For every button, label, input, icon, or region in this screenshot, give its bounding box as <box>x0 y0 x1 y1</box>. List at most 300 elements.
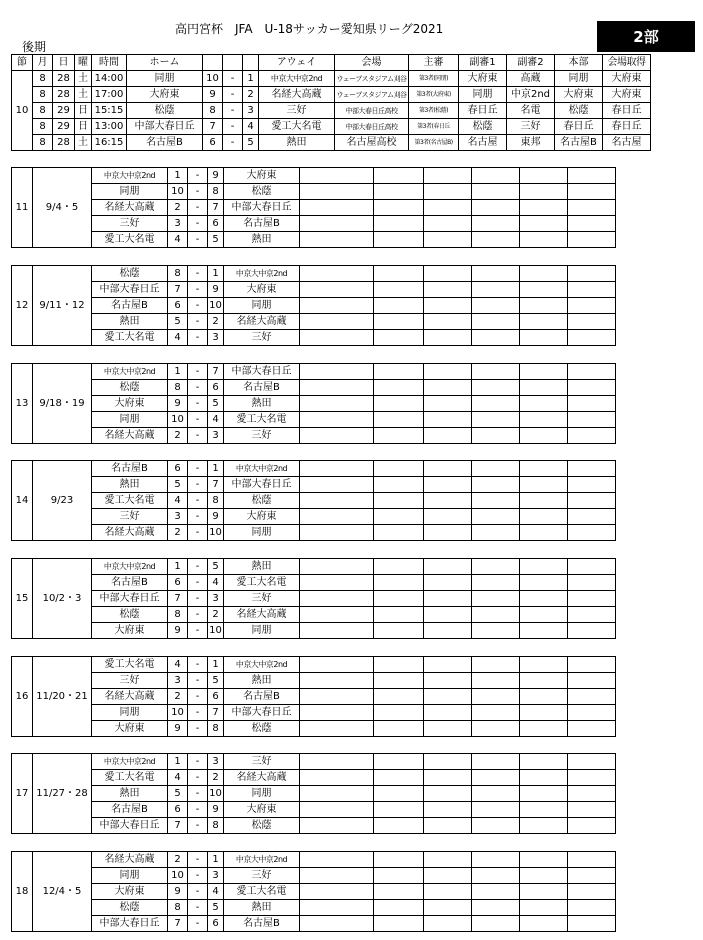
round-number: 10 <box>12 71 33 151</box>
column-header-round: 節 <box>12 55 33 71</box>
home-team-cell: 愛工大名電 <box>92 770 168 786</box>
home-number-cell: 2 <box>168 689 188 705</box>
venue-host-cell <box>568 200 616 216</box>
dash-cell: - <box>188 509 208 525</box>
away-number-cell: 6 <box>208 689 224 705</box>
assistant-1-cell <box>424 380 472 396</box>
referee-cell <box>374 607 424 623</box>
away-number-cell: 5 <box>208 559 224 575</box>
assistant-1-cell: 同朋 <box>459 87 507 103</box>
venue-host-cell <box>568 575 616 591</box>
assistant-1-cell <box>424 754 472 770</box>
assistant-1-cell <box>424 607 472 623</box>
away-number-cell: 5 <box>243 135 259 151</box>
venue-host-cell <box>568 461 616 477</box>
venue-cell <box>300 657 374 673</box>
table-row <box>12 168 616 184</box>
dash-cell: - <box>188 900 208 916</box>
dash-cell: - <box>188 689 208 705</box>
table-row <box>12 509 616 525</box>
round-number: 18 <box>12 852 33 932</box>
assistant-2-cell <box>472 673 520 689</box>
table-row <box>12 119 651 135</box>
venue-cell <box>300 884 374 900</box>
column-header-dash <box>223 55 243 71</box>
referee-cell <box>374 754 424 770</box>
venue-cell: ウェーブスタジアム刈谷 <box>335 71 409 87</box>
table-row <box>12 786 616 802</box>
table-row <box>12 868 616 884</box>
hq-cell <box>520 412 568 428</box>
home-team-cell: 大府東 <box>92 396 168 412</box>
referee-cell <box>374 884 424 900</box>
match-date: 12/4・5 <box>33 852 92 932</box>
away-team-cell: 中部大春日丘 <box>224 364 300 380</box>
assistant-2-cell: 高蔵 <box>507 71 555 87</box>
away-team-cell: 同朋 <box>224 786 300 802</box>
venue-cell <box>300 477 374 493</box>
table-row <box>12 689 616 705</box>
dash-cell: - <box>188 868 208 884</box>
assistant-1-cell <box>424 509 472 525</box>
venue-host-cell <box>568 282 616 298</box>
away-number-cell: 10 <box>208 525 224 541</box>
assistant-1-cell <box>424 591 472 607</box>
month-cell: 8 <box>33 87 53 103</box>
home-number-cell: 5 <box>168 477 188 493</box>
weekday-cell: 土 <box>75 71 92 87</box>
venue-cell <box>300 216 374 232</box>
away-number-cell: 9 <box>208 509 224 525</box>
home-team-cell: 大府東 <box>92 623 168 639</box>
dash-cell: - <box>188 705 208 721</box>
venue-cell <box>300 721 374 737</box>
venue-host-cell <box>568 770 616 786</box>
home-number-cell: 9 <box>168 884 188 900</box>
table-row <box>12 673 616 689</box>
away-team-cell: 中部大春日丘 <box>224 705 300 721</box>
venue-host-cell <box>568 657 616 673</box>
venue-cell <box>300 493 374 509</box>
table-row <box>12 200 616 216</box>
referee-cell: 第3者(名古屋B) <box>409 135 459 151</box>
round-number: 13 <box>12 364 33 444</box>
dash-cell: - <box>188 852 208 868</box>
assistant-2-cell: 東邦 <box>507 135 555 151</box>
assistant-1-cell <box>424 412 472 428</box>
assistant-2-cell <box>472 509 520 525</box>
round-16-table <box>11 656 616 737</box>
page-title: 高円宮杯 JFA U-18サッカー愛知県リーグ2021 <box>175 22 444 36</box>
away-team-cell: 中部大春日丘 <box>224 477 300 493</box>
away-team-cell: 名古屋B <box>224 380 300 396</box>
assistant-2-cell <box>472 591 520 607</box>
away-team-cell: 三好 <box>224 591 300 607</box>
column-header-referee: 主審 <box>409 55 459 71</box>
home-number-cell: 9 <box>168 721 188 737</box>
assistant-1-cell <box>424 705 472 721</box>
home-number-cell: 8 <box>203 103 223 119</box>
assistant-2-cell <box>472 380 520 396</box>
away-team-cell: 松蔭 <box>224 184 300 200</box>
dash-cell: - <box>188 721 208 737</box>
hq-cell <box>520 493 568 509</box>
home-number-cell: 4 <box>168 493 188 509</box>
assistant-2-cell <box>472 314 520 330</box>
dash-cell: - <box>223 135 243 151</box>
away-team-cell: 松蔭 <box>224 493 300 509</box>
assistant-2-cell <box>472 559 520 575</box>
column-header-month: 月 <box>33 55 53 71</box>
home-team-cell: 愛工大名電 <box>92 493 168 509</box>
home-number-cell: 8 <box>168 607 188 623</box>
away-number-cell: 7 <box>208 477 224 493</box>
home-number-cell: 8 <box>168 380 188 396</box>
home-number-cell: 6 <box>168 802 188 818</box>
day-cell: 29 <box>53 103 75 119</box>
away-number-cell: 7 <box>208 705 224 721</box>
home-number-cell: 10 <box>203 71 223 87</box>
hq-cell <box>520 770 568 786</box>
venue-host-cell <box>568 623 616 639</box>
home-number-cell: 5 <box>168 314 188 330</box>
match-date: 9/11・12 <box>33 266 92 346</box>
assistant-1-cell <box>424 364 472 380</box>
home-number-cell: 7 <box>168 818 188 834</box>
assistant-1-cell <box>424 721 472 737</box>
assistant-2-cell <box>472 705 520 721</box>
venue-cell <box>300 802 374 818</box>
assistant-2-cell <box>472 770 520 786</box>
assistant-2-cell: 名電 <box>507 103 555 119</box>
referee-cell <box>374 868 424 884</box>
home-team-cell: 熱田 <box>92 314 168 330</box>
venue-host-cell <box>568 314 616 330</box>
home-number-cell: 7 <box>168 591 188 607</box>
referee-cell <box>374 509 424 525</box>
assistant-1-cell <box>424 428 472 444</box>
venue-cell <box>300 623 374 639</box>
table-row <box>12 818 616 834</box>
assistant-2-cell <box>472 428 520 444</box>
referee-cell <box>374 380 424 396</box>
away-number-cell: 1 <box>208 266 224 282</box>
round-12-table <box>11 265 616 346</box>
hq-cell <box>520 168 568 184</box>
assistant-2-cell <box>472 396 520 412</box>
table-row <box>12 461 616 477</box>
hq-cell <box>520 575 568 591</box>
home-number-cell: 4 <box>168 657 188 673</box>
hq-cell <box>520 721 568 737</box>
venue-cell: ウェーブスタジアム刈谷 <box>335 87 409 103</box>
month-cell: 8 <box>33 119 53 135</box>
dash-cell: - <box>188 232 208 248</box>
assistant-1-cell <box>424 884 472 900</box>
home-number-cell: 2 <box>168 200 188 216</box>
round-10-table <box>11 54 651 151</box>
assistant-1-cell <box>424 298 472 314</box>
home-team-cell: 名経大高蔵 <box>92 200 168 216</box>
referee-cell <box>374 428 424 444</box>
referee-cell <box>374 396 424 412</box>
assistant-2-cell <box>472 852 520 868</box>
round-number: 12 <box>12 266 33 346</box>
column-header-home: ホーム <box>127 55 203 71</box>
home-team-cell: 中部大春日丘 <box>127 119 203 135</box>
venue-cell <box>300 461 374 477</box>
venue-host-cell <box>568 364 616 380</box>
away-team-cell: 中部大春日丘 <box>224 200 300 216</box>
table-row <box>12 232 616 248</box>
venue-cell <box>300 900 374 916</box>
round-number: 14 <box>12 461 33 541</box>
hq-cell <box>520 607 568 623</box>
dash-cell: - <box>188 314 208 330</box>
referee-cell <box>374 493 424 509</box>
dash-cell: - <box>188 673 208 689</box>
weekday-cell: 土 <box>75 87 92 103</box>
hq-cell <box>520 657 568 673</box>
home-team-cell: 名古屋B <box>92 461 168 477</box>
venue-cell: 中部大春日丘高校 <box>335 119 409 135</box>
match-date: 11/20・21 <box>33 657 92 737</box>
assistant-1-cell <box>424 396 472 412</box>
assistant-2-cell <box>472 461 520 477</box>
away-team-cell: 中京大中京2nd <box>224 852 300 868</box>
hq-cell <box>520 232 568 248</box>
away-number-cell: 9 <box>208 802 224 818</box>
venue-cell <box>300 298 374 314</box>
home-team-cell: 中京大中京2nd <box>92 754 168 770</box>
home-number-cell: 6 <box>168 298 188 314</box>
venue-host-cell: 名古屋 <box>603 135 651 151</box>
assistant-1-cell <box>424 818 472 834</box>
table-row <box>12 71 651 87</box>
venue-host-cell <box>568 884 616 900</box>
match-date: 9/23 <box>33 461 92 541</box>
home-team-cell: 中京大中京2nd <box>92 364 168 380</box>
assistant-1-cell <box>424 266 472 282</box>
dash-cell: - <box>188 559 208 575</box>
referee-cell <box>374 575 424 591</box>
column-header-home-score <box>203 55 223 71</box>
division-badge: 2部 <box>597 21 695 52</box>
day-cell: 28 <box>53 71 75 87</box>
hq-cell <box>520 266 568 282</box>
referee-cell <box>374 266 424 282</box>
assistant-1-cell <box>424 493 472 509</box>
column-header-assistant-2: 副審2 <box>507 55 555 71</box>
home-team-cell: 愛工大名電 <box>92 330 168 346</box>
home-team-cell: 名経大高蔵 <box>92 689 168 705</box>
referee-cell <box>374 200 424 216</box>
table-row <box>12 607 616 623</box>
dash-cell: - <box>188 493 208 509</box>
venue-host-cell <box>568 396 616 412</box>
assistant-1-cell <box>424 852 472 868</box>
assistant-1-cell <box>424 559 472 575</box>
venue-cell <box>300 916 374 932</box>
assistant-2-cell <box>472 900 520 916</box>
table-row <box>12 884 616 900</box>
venue-host-cell <box>568 477 616 493</box>
away-number-cell: 10 <box>208 623 224 639</box>
column-header-hq: 本部 <box>555 55 603 71</box>
home-team-cell: 同朋 <box>92 412 168 428</box>
dash-cell: - <box>188 916 208 932</box>
hq-cell <box>520 559 568 575</box>
venue-host-cell <box>568 232 616 248</box>
assistant-1-cell <box>424 689 472 705</box>
assistant-1-cell <box>424 868 472 884</box>
table-row <box>12 623 616 639</box>
hq-cell <box>520 380 568 396</box>
referee-cell <box>374 852 424 868</box>
assistant-1-cell <box>424 673 472 689</box>
venue-host-cell <box>568 184 616 200</box>
away-number-cell: 1 <box>208 657 224 673</box>
venue-host-cell <box>568 525 616 541</box>
hq-cell <box>520 396 568 412</box>
hq-cell <box>520 364 568 380</box>
assistant-2-cell <box>472 786 520 802</box>
referee-cell <box>374 412 424 428</box>
referee-cell <box>374 168 424 184</box>
dash-cell: - <box>188 575 208 591</box>
away-number-cell: 2 <box>243 87 259 103</box>
referee-cell <box>374 916 424 932</box>
round-number: 17 <box>12 754 33 834</box>
round-13-table <box>11 363 616 444</box>
round-18-table <box>11 851 616 932</box>
assistant-1-cell <box>424 216 472 232</box>
referee-cell: 第3者(春日丘 <box>409 119 459 135</box>
dash-cell: - <box>188 657 208 673</box>
venue-host-cell: 大府東 <box>603 71 651 87</box>
assistant-1-cell: 大府東 <box>459 71 507 87</box>
away-team-cell: 三好 <box>224 428 300 444</box>
away-team-cell: 名古屋B <box>224 916 300 932</box>
away-team-cell: 名経大高蔵 <box>224 770 300 786</box>
home-number-cell: 6 <box>203 135 223 151</box>
away-team-cell: 名古屋B <box>224 689 300 705</box>
hq-cell <box>520 786 568 802</box>
venue-host-cell <box>568 852 616 868</box>
home-number-cell: 8 <box>168 900 188 916</box>
assistant-1-cell: 名古屋 <box>459 135 507 151</box>
assistant-2-cell <box>472 802 520 818</box>
home-team-cell: 中部大春日丘 <box>92 818 168 834</box>
assistant-1-cell <box>424 314 472 330</box>
dash-cell: - <box>188 282 208 298</box>
home-number-cell: 6 <box>168 575 188 591</box>
venue-cell <box>300 559 374 575</box>
referee-cell <box>374 298 424 314</box>
dash-cell: - <box>188 802 208 818</box>
assistant-2-cell <box>472 916 520 932</box>
table-row <box>12 754 616 770</box>
dash-cell: - <box>188 266 208 282</box>
assistant-1-cell <box>424 900 472 916</box>
away-number-cell: 5 <box>208 396 224 412</box>
away-number-cell: 8 <box>208 721 224 737</box>
assistant-2-cell <box>472 868 520 884</box>
away-team-cell: 三好 <box>224 330 300 346</box>
venue-cell <box>300 852 374 868</box>
home-number-cell: 7 <box>203 119 223 135</box>
match-date: 9/18・19 <box>33 364 92 444</box>
referee-cell: 第3者(松蔭) <box>409 103 459 119</box>
assistant-2-cell <box>472 884 520 900</box>
home-team-cell: 大府東 <box>92 884 168 900</box>
home-number-cell: 10 <box>168 868 188 884</box>
away-number-cell: 6 <box>208 916 224 932</box>
away-team-cell: 三好 <box>224 754 300 770</box>
venue-cell <box>300 818 374 834</box>
home-team-cell: 名古屋B <box>127 135 203 151</box>
home-number-cell: 10 <box>168 412 188 428</box>
away-team-cell: 愛工大名電 <box>224 412 300 428</box>
referee-cell <box>374 216 424 232</box>
referee-cell <box>374 673 424 689</box>
round-17-table <box>11 753 616 834</box>
match-date: 11/27・28 <box>33 754 92 834</box>
dash-cell: - <box>188 412 208 428</box>
home-team-cell: 名経大高蔵 <box>92 525 168 541</box>
table-row <box>12 770 616 786</box>
home-number-cell: 4 <box>168 330 188 346</box>
assistant-2-cell <box>472 282 520 298</box>
dash-cell: - <box>188 380 208 396</box>
table-row <box>12 103 651 119</box>
table-row <box>12 525 616 541</box>
dash-cell: - <box>223 71 243 87</box>
away-number-cell: 1 <box>243 71 259 87</box>
home-team-cell: 同朋 <box>92 868 168 884</box>
assistant-1-cell <box>424 770 472 786</box>
venue-host-cell <box>568 673 616 689</box>
home-number-cell: 8 <box>168 266 188 282</box>
assistant-1-cell <box>424 525 472 541</box>
assistant-1-cell <box>424 232 472 248</box>
home-team-cell: 三好 <box>92 216 168 232</box>
dash-cell: - <box>188 591 208 607</box>
away-team-cell: 愛工大名電 <box>224 884 300 900</box>
venue-cell <box>300 314 374 330</box>
hq-cell <box>520 884 568 900</box>
time-cell: 13:00 <box>92 119 127 135</box>
away-team-cell: 熱田 <box>224 396 300 412</box>
away-number-cell: 10 <box>208 786 224 802</box>
home-team-cell: 同朋 <box>127 71 203 87</box>
referee-cell <box>374 314 424 330</box>
venue-host-cell <box>568 818 616 834</box>
dash-cell: - <box>223 103 243 119</box>
assistant-2-cell <box>472 168 520 184</box>
table-row <box>12 493 616 509</box>
assistant-1-cell <box>424 282 472 298</box>
home-number-cell: 4 <box>168 770 188 786</box>
venue-host-cell <box>568 721 616 737</box>
table-row <box>12 852 616 868</box>
column-header-venue: 会場 <box>335 55 409 71</box>
venue-cell <box>300 868 374 884</box>
away-team-cell: 三好 <box>224 868 300 884</box>
home-number-cell: 6 <box>168 461 188 477</box>
venue-cell <box>300 184 374 200</box>
venue-host-cell <box>568 168 616 184</box>
